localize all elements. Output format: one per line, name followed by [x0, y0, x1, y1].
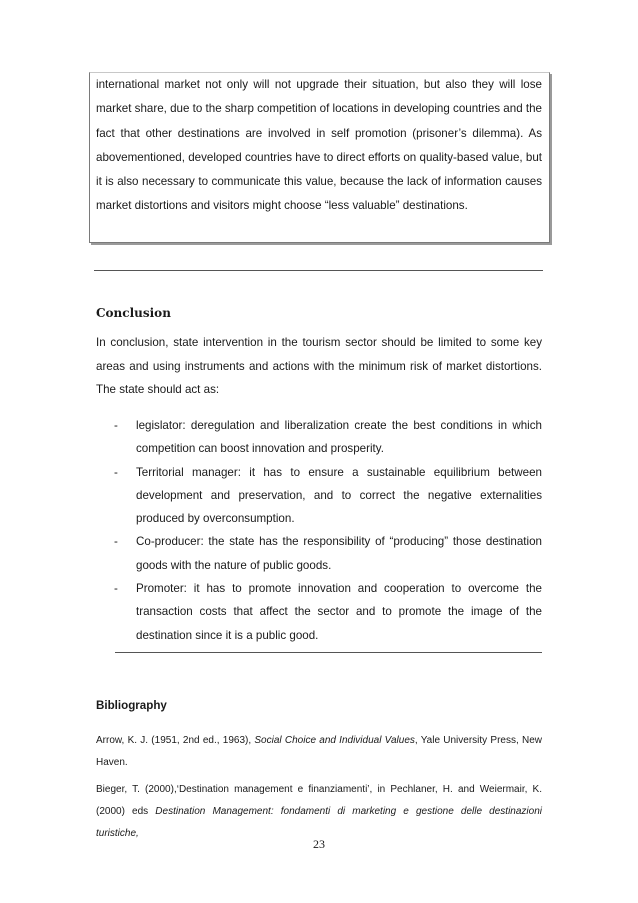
bibliography-entry	[96, 779, 542, 845]
list-item	[114, 414, 542, 461]
list-item-text: Promoter: it has to promote innovation and cooperation to overcome the transaction costs that affect the sector and to promote the image of the destination since it is a public good.	[136, 582, 542, 642]
dash-marker: -	[114, 465, 118, 479]
dash-marker: -	[114, 582, 118, 596]
conclusion-heading: Conclusion	[96, 306, 171, 320]
boxed-paragraph: international market not only will not upgrade their situation, but also they will lose market share, due to the sharp competition of locations in developing countries and the fact that other destinations are involved in self promotion (prisoner’s dilemma). As abovementioned, developed countries have to direct efforts on quality-based value, but it is also necessary to communicate this value, because the lack of information causes market distortions and visitors might choose “less valuable” destinations.	[96, 78, 542, 213]
dash-marker: -	[114, 419, 118, 432]
bibliography-heading: Bibliography	[96, 699, 167, 712]
list-item-text: Territorial manager: it has to ensure a sustainable equilibrium between development and preservation, and to correct the negative externalities produced by overconsumption.	[136, 465, 542, 526]
ref-title: Destination Management: fondamenti di marketing e gestione delle destinazioni turistiche,	[96, 806, 542, 839]
bibliography-entry	[96, 730, 542, 774]
divider-line	[94, 270, 543, 271]
list-item	[114, 530, 542, 577]
conclusion-list	[114, 414, 542, 647]
ref-title: Social Choice and Individual Values	[254, 735, 415, 746]
dash-marker: -	[114, 535, 118, 549]
list-item	[114, 577, 542, 647]
conclusion-intro: In conclusion, state intervention in the tourism sector should be limited to some key areas and using instruments and actions with the minimum risk of market distortions. The state should act as:	[96, 336, 542, 396]
ref-text: Bieger, T. (2000),‘Destination management e finanziamenti’, in Pechlaner, H. and Weiermair, K. (2000) eds	[96, 784, 542, 817]
list-item-text: legislator: deregulation and liberalization create the best conditions in which competition can boost innovation and prosperity.	[136, 419, 542, 456]
list-item	[114, 461, 542, 531]
ref-text: Arrow, K. J. (1951, 2nd ed., 1963),	[96, 735, 255, 746]
divider-line	[115, 652, 542, 653]
list-item-text: Co-producer: the state has the responsibility of “producing” those destination goods with the nature of public goods.	[136, 535, 542, 572]
ref-text: , Yale University Press, New Haven.	[96, 735, 542, 768]
page-number: 23	[313, 837, 325, 851]
